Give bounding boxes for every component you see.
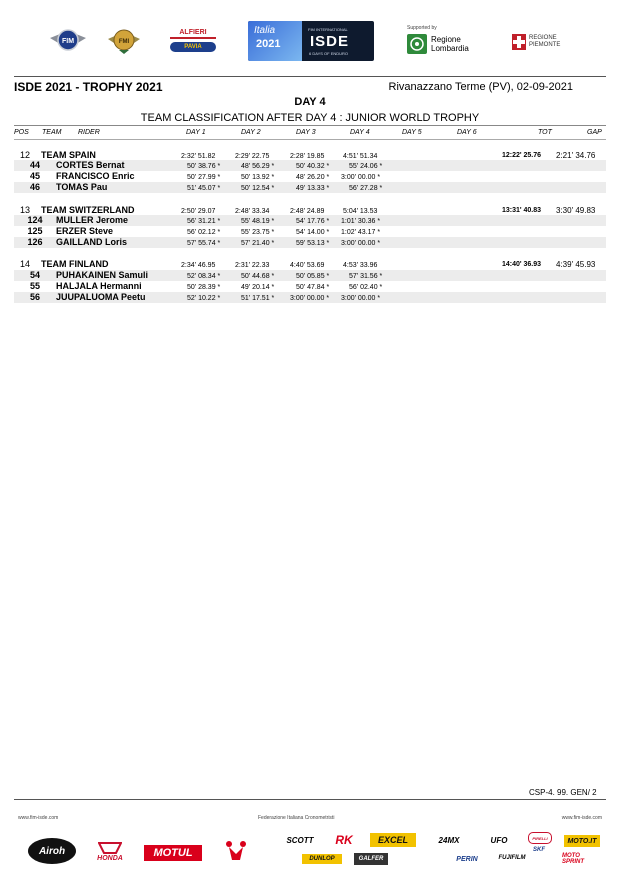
rider-name: ERZER Steve — [56, 226, 114, 236]
rider-name: HALJALA Hermanni — [56, 281, 142, 291]
team-position: 12 — [20, 150, 31, 160]
sponsor-scott: SCOTT — [286, 835, 314, 845]
honda-wing-icon — [98, 841, 122, 855]
rider-day1: 50' 38.76 * — [187, 163, 221, 170]
rider-day1: 52' 10.22 * — [187, 295, 221, 302]
subtitle-divider — [14, 125, 606, 126]
column-divider — [14, 139, 606, 140]
col-rider: RIDER — [78, 129, 100, 136]
rider-day2: 50' 44.68 * — [241, 273, 275, 280]
col-day6: DAY 6 — [457, 129, 477, 136]
rider-number: 45 — [29, 171, 40, 181]
footer-url-left: www.fim-isde.com — [18, 815, 59, 821]
rider-day1: 51' 45.07 * — [187, 185, 221, 192]
team-total: 14:40' 36.93 — [502, 261, 542, 268]
document-code: CSP-4. 99. GEN/ 2 — [529, 788, 597, 797]
sponsor-dunlop: DUNLOP — [302, 854, 342, 864]
rider-day3: 50' 05.85 * — [296, 273, 330, 280]
team-total: 12:22' 25.76 — [502, 152, 542, 159]
col-team: TEAM — [42, 129, 62, 136]
day-title: DAY 4 — [294, 96, 326, 108]
rider-day1: 56' 02.12 * — [187, 229, 221, 236]
rider-number: 46 — [29, 182, 40, 192]
team-day4: 4:51' 51.34 — [343, 153, 378, 160]
rider-day1: 50' 28.39 * — [187, 284, 221, 291]
sponsor-kappa — [216, 838, 256, 864]
rider-day4: 1:01' 30.36 * — [341, 218, 381, 225]
rider-number: 55 — [29, 281, 40, 291]
rider-day2: 55' 48.19 * — [241, 218, 275, 225]
team-day2: 2:29' 22.75 — [235, 153, 270, 160]
rider-day4: 57' 31.56 * — [349, 273, 383, 280]
sponsor-motul: MOTUL — [144, 845, 202, 861]
sponsor-honda-label: HONDA — [97, 854, 123, 862]
col-day4: DAY 4 — [350, 129, 370, 136]
svg-text:FMI: FMI — [118, 39, 130, 45]
rider-day2: 48' 56.29 * — [241, 163, 275, 170]
sponsor-ufo: UFO — [490, 835, 508, 845]
sponsor-excel: EXCEL — [370, 833, 416, 847]
rider-day4: 3:00' 00.00 * — [341, 295, 381, 302]
rider-number: 125 — [27, 226, 43, 236]
rider-day4: 1:02' 43.17 * — [341, 229, 381, 236]
team-day3: 2:28' 19.85 — [290, 153, 325, 160]
rider-day3: 50' 40.32 * — [296, 163, 330, 170]
col-gap: GAP — [587, 129, 602, 136]
team-total: 13:31' 40.83 — [502, 207, 542, 214]
rider-number: 124 — [27, 215, 43, 225]
rider-day3: 54' 14.00 * — [296, 229, 330, 236]
team-day1: 2:34' 46.95 — [181, 262, 216, 269]
rider-name: FRANCISCO Enric — [56, 171, 135, 181]
isde-2021-logo: Italia 2021 FIM INTERNATIONAL ISDE 6 DAYS OF ENDURO — [248, 21, 374, 61]
team-position: 14 — [20, 259, 31, 269]
sponsor-skf: SKF — [533, 846, 545, 853]
header-divider — [14, 76, 606, 77]
rider-name: TOMAS Pau — [56, 182, 108, 192]
rider-day3: 54' 17.76 * — [296, 218, 330, 225]
fim-logo — [48, 28, 88, 52]
rider-name: CORTES Bernat — [56, 160, 125, 170]
footer-url-right: www.fim-isde.com — [561, 815, 602, 821]
rider-number: 126 — [27, 237, 43, 247]
federation-name: Federazione Italiana Cronometristi — [258, 815, 335, 821]
rider-name: MULLER Jerome — [56, 215, 129, 225]
rider-day2: 50' 13.92 * — [241, 174, 275, 181]
rider-number: 44 — [29, 160, 40, 170]
team-day3: 4:40' 53.69 — [290, 262, 325, 269]
regione-lombardia-logo: Supported by Regione Lombardia — [407, 25, 469, 53]
team-day1: 2:32' 51.82 — [181, 153, 216, 160]
rider-day2: 49' 20.14 * — [241, 284, 275, 291]
team-day4: 5:04' 13.53 — [343, 208, 378, 215]
event-title: ISDE 2021 - TROPHY 2021 — [14, 80, 163, 94]
col-day3: DAY 3 — [296, 129, 316, 136]
rider-day2: 57' 21.40 * — [241, 240, 275, 247]
team-name: TEAM FINLAND — [41, 259, 109, 269]
team-name: TEAM SPAIN — [41, 150, 96, 160]
rider-day2: 50' 12.54 * — [241, 185, 275, 192]
rider-day4: 56' 02.40 * — [349, 284, 383, 291]
sponsor-galfer: GALFER — [354, 853, 388, 865]
classification-subtitle: TEAM CLASSIFICATION AFTER DAY 4 : JUNIOR WORLD TROPHY — [140, 112, 480, 124]
fmi-logo — [106, 27, 142, 55]
rider-number: 54 — [29, 270, 40, 280]
rider-day1: 50' 27.99 * — [187, 174, 221, 181]
team-day2: 2:31' 22.33 — [235, 262, 270, 269]
team-gap: 3:30' 49.83 — [556, 206, 596, 215]
sponsor-pirelli: PIRELLI — [528, 832, 552, 844]
sponsor-moto-sprint: MOTO SPRINT — [562, 853, 585, 865]
rider-day2: 55' 23.75 * — [241, 229, 275, 236]
rider-name: JUUPALUOMA Peetu — [56, 292, 146, 302]
col-total: TOT — [538, 129, 552, 136]
team-day2: 2:48' 33.34 — [235, 208, 270, 215]
regione-piemonte-logo: REGIONE PIEMONTE — [512, 30, 568, 54]
rider-number: 56 — [29, 292, 40, 302]
sponsor-moto-it: MOTO.IT — [564, 835, 600, 847]
rider-day1: 56' 31.21 * — [187, 218, 221, 225]
alfieri-logo: ALFIERI PAVIA — [170, 28, 216, 54]
footer-divider — [14, 799, 606, 800]
team-day4: 4:53' 33.96 — [343, 262, 378, 269]
sponsor-honda — [90, 836, 130, 866]
col-day2: DAY 2 — [241, 129, 261, 136]
rider-day3: 49' 13.33 * — [296, 185, 330, 192]
rider-day4: 55' 24.06 * — [349, 163, 383, 170]
col-day5: DAY 5 — [402, 129, 422, 136]
rider-day3: 50' 47.84 * — [296, 284, 330, 291]
col-pos: POS — [14, 129, 29, 136]
sponsor-fujifilm: FUJIFILM — [498, 855, 526, 861]
rider-day4: 3:00' 00.00 * — [341, 174, 381, 181]
rider-day2: 51' 17.51 * — [241, 295, 275, 302]
rider-day3: 59' 53.13 * — [296, 240, 330, 247]
team-name: TEAM SWITZERLAND — [41, 205, 135, 215]
kappa-logo-icon — [216, 838, 256, 864]
team-day3: 2:48' 24.89 — [290, 208, 325, 215]
team-position: 13 — [20, 205, 31, 215]
team-gap: 2:21' 34.76 — [556, 151, 596, 160]
rider-day1: 57' 55.74 * — [187, 240, 221, 247]
rider-name: GAILLAND Loris — [56, 237, 127, 247]
rider-day4: 56' 27.28 * — [349, 185, 383, 192]
team-day1: 2:50' 29.07 — [181, 208, 216, 215]
col-day1: DAY 1 — [186, 129, 206, 136]
svg-text:FIM: FIM — [61, 38, 75, 45]
sponsor-perin: PERIN — [456, 855, 478, 863]
event-location-date: Rivanazzano Terme (PV), 02-09-2021 — [388, 81, 573, 93]
rider-day3: 3:00' 00.00 * — [290, 295, 330, 302]
sponsor-airoh: Airoh — [28, 838, 76, 864]
rider-day4: 3:00' 00.00 * — [341, 240, 381, 247]
team-gap: 4:39' 45.93 — [556, 260, 596, 269]
rider-day3: 48' 26.20 * — [296, 174, 330, 181]
sponsor-24mx: 24MX — [438, 835, 460, 845]
rider-name: PUHAKAINEN Samuli — [56, 270, 149, 280]
rider-day1: 52' 08.34 * — [187, 273, 221, 280]
sponsor-rk: RK — [335, 833, 353, 847]
